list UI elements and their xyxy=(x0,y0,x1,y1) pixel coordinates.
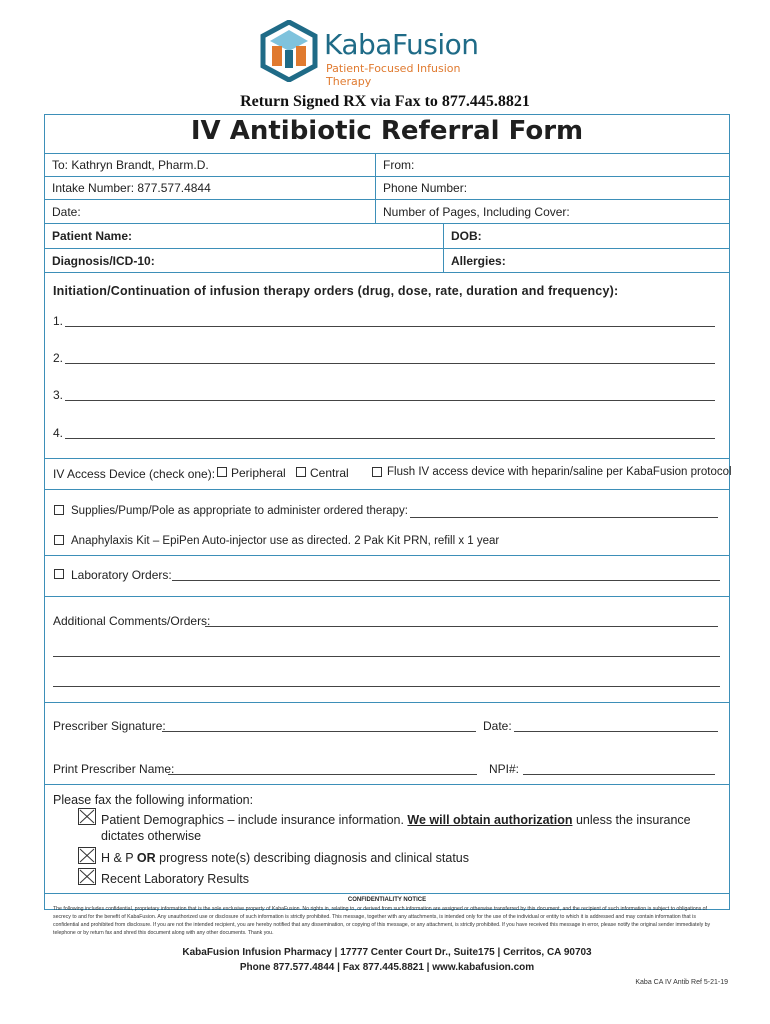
phone-field[interactable]: Phone Number: xyxy=(383,181,468,195)
demographics-checkbox-checked[interactable] xyxy=(78,808,96,825)
comments-line-2[interactable] xyxy=(53,656,720,657)
lab-orders-checkbox[interactable] xyxy=(54,569,64,579)
anaphylaxis-label: Anaphylaxis Kit – EpiPen Auto-injector use as directed. 2 Pak Kit PRN, refill x 1 year xyxy=(71,535,500,547)
from-field[interactable]: From: xyxy=(383,158,415,172)
return-fax-line: Return Signed RX via Fax to 877.445.8821 xyxy=(240,93,530,110)
patient-row xyxy=(44,223,730,248)
hp-text-a: H & P xyxy=(101,851,137,865)
supplies-label: Supplies/Pump/Pole as appropriate to administer ordered therapy: xyxy=(71,505,408,517)
form-reference: Kaba CA IV Antib Ref 5-21-19 xyxy=(635,979,728,986)
fax-info-heading: Please fax the following information: xyxy=(53,793,254,807)
order-line-2-label: 2. xyxy=(53,351,64,365)
comments-line-3[interactable] xyxy=(53,686,720,687)
demographics-text-a: Patient Demographics – include insurance information. xyxy=(101,813,408,827)
diagnosis-field[interactable]: Diagnosis/ICD-10: xyxy=(52,253,155,268)
signature-label: Prescriber Signature: xyxy=(53,719,166,733)
x-mark-icon xyxy=(79,869,95,884)
supplies-line[interactable] xyxy=(410,517,718,518)
signature-line[interactable] xyxy=(162,731,476,732)
patient-name-field[interactable]: Patient Name: xyxy=(52,229,133,243)
order-line-1[interactable] xyxy=(65,326,715,327)
comments-line-1[interactable] xyxy=(205,626,718,627)
hp-text-c: progress note(s) describing diagnosis and clinical status xyxy=(155,851,470,865)
date-field[interactable]: Date: xyxy=(52,204,81,219)
demographics-text xyxy=(101,813,691,827)
demographics-text-d: dictates otherwise xyxy=(101,829,202,843)
anaphylaxis-checkbox[interactable] xyxy=(54,535,64,545)
sign-date-label: Date: xyxy=(483,719,512,733)
order-line-4[interactable] xyxy=(65,438,715,439)
logo-brand: KabaFusion xyxy=(324,28,479,61)
order-line-4-label: 4. xyxy=(53,426,64,440)
hp-or: OR xyxy=(136,851,156,865)
authorization-emphasis: We will obtain authorization xyxy=(407,813,573,827)
order-line-1-label: 1. xyxy=(53,314,64,328)
peripheral-checkbox[interactable] xyxy=(217,467,227,477)
order-line-3[interactable] xyxy=(65,400,715,401)
footer-contact: Phone 877.577.4844 | Fax 877.445.8821 | www.kabafusion.com xyxy=(239,962,535,973)
central-label: Central xyxy=(310,466,349,480)
form-title: IV Antibiotic Referral Form xyxy=(190,116,584,146)
footer-address: KabaFusion Infusion Pharmacy | 17777 Center Court Dr., Suite175 | Cerritos, CA 90703 xyxy=(182,947,592,958)
hp-checkbox-checked[interactable] xyxy=(78,847,96,864)
lab-orders-line[interactable] xyxy=(172,580,720,581)
info-row-to xyxy=(44,153,730,176)
x-mark-icon xyxy=(79,809,95,824)
x-mark-icon xyxy=(79,848,95,863)
npi-line[interactable] xyxy=(523,774,715,775)
central-checkbox[interactable] xyxy=(296,467,306,477)
info-row-intake xyxy=(44,176,730,199)
info-row-date xyxy=(44,199,730,223)
labs-checkbox-checked[interactable] xyxy=(78,868,96,885)
order-line-2[interactable] xyxy=(65,363,715,364)
print-name-label: Print Prescriber Name: xyxy=(53,762,175,776)
intake-field[interactable]: Intake Number: 877.577.4844 xyxy=(52,181,211,195)
orders-heading: Initiation/Continuation of infusion therapy orders (drug, dose, rate, duration and frequency): xyxy=(53,284,619,298)
order-line-3-label: 3. xyxy=(53,388,64,402)
kabafusion-logo-icon xyxy=(258,20,320,82)
confidentiality-title: CONFIDENTIALITY NOTICE xyxy=(347,897,427,903)
confidentiality-text: The following includes confidential, proprietary information that is the sole exclusive property of KabaFusion. No rights in, relating to, or derived from such information are assigned or otherwise transferred by this document, and the recipient of such information is subject to obligations of secrecy to and for the benefit of KabaFusion. Any unauthorized use or disclosure of such information is strictly prohibited. This message, together with any attachments, is intended only for the use of the individual or entity to which it is addressed and may contain information that is confidential and prohibited from disclosure. If you are not the intended recipient, you are hereby notified that any dissemination, or copying of this message, or any attachment, is strictly prohibited. If you have received this message in error, please notify the original sender immediately by telephone or by return fax and shred this document along with any other documents. Thank you. xyxy=(53,906,711,936)
labs-text: Recent Laboratory Results xyxy=(101,872,249,886)
allergies-field[interactable]: Allergies: xyxy=(451,253,506,268)
logo-tagline: Patient-Focused Infusion Therapy xyxy=(326,62,461,88)
kabafusion-logo xyxy=(258,20,498,88)
peripheral-label: Peripheral xyxy=(231,466,286,480)
lab-orders-label: Laboratory Orders: xyxy=(71,568,172,582)
print-name-line[interactable] xyxy=(168,774,477,775)
sign-date-line[interactable] xyxy=(514,731,718,732)
demographics-text-c: unless the insurance xyxy=(572,813,691,827)
supplies-checkbox[interactable] xyxy=(54,505,64,515)
flush-checkbox[interactable] xyxy=(372,467,382,477)
npi-label: NPI#: xyxy=(489,762,520,776)
pages-field[interactable]: Number of Pages, Including Cover: xyxy=(383,204,570,219)
hp-text xyxy=(101,851,469,865)
dob-field[interactable]: DOB: xyxy=(451,229,482,243)
diagnosis-row xyxy=(44,248,730,272)
comments-label: Additional Comments/Orders: xyxy=(53,614,211,628)
flush-label: Flush IV access device with heparin/saline per KabaFusion protocol xyxy=(387,466,732,478)
to-field[interactable]: To: Kathryn Brandt, Pharm.D. xyxy=(52,158,209,172)
access-label: IV Access Device (check one): xyxy=(53,467,216,481)
